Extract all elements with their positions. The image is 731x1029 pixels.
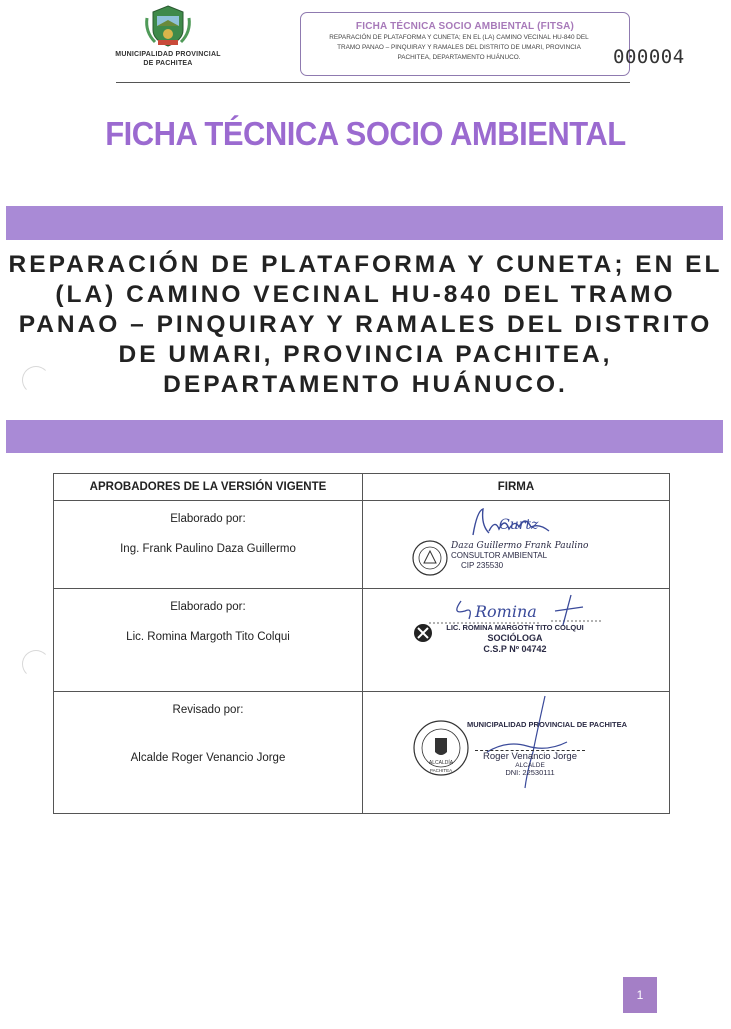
municipality-logo-block [108,4,228,68]
project-title-line: (LA) CAMINO VECINAL HU-840 DEL TRAMO [55,281,676,308]
folio-number: 000004 [613,46,685,68]
project-title [0,250,731,400]
municipality-crest-icon [143,4,193,48]
sociologist-seal-icon [413,623,433,643]
table-row [54,692,670,814]
svg-text:ALCALDÍA: ALCALDÍA [428,760,454,766]
header-box-title: FICHA TÉCNICA SOCIO AMBIENTAL (FITSA) [355,21,575,32]
approver-cell [54,589,363,692]
approver-role: Elaborado por: [170,513,246,525]
approver-cell [54,692,363,814]
signature-cell [363,692,670,814]
signature-icon [459,505,555,539]
signature-cell [363,589,670,692]
signature-stamp: LIC. ROMINA MARGOTH TITO COLQUI SOCIÓLOGA C.S.P Nº 04742 [446,623,584,654]
project-title-line: DEPARTAMENTO HUÁNUCO. [163,371,568,398]
accent-band-top [6,206,723,240]
approver-name: Alcalde Roger Venancio Jorge [130,752,286,764]
project-title-line: REPARACIÓN DE PLATAFORMA Y CUNETA; EN EL [8,251,723,278]
table-header-row [54,474,670,501]
svg-text:Curtz: Curtz [499,517,539,533]
svg-text:Romina: Romina [475,602,537,621]
header-divider [116,82,630,83]
table-row [54,501,670,589]
accent-band-bottom [6,420,723,453]
signature-icon [467,692,587,792]
approver-name: Ing. Frank Paulino Daza Guillermo [120,543,296,555]
approver-name: Lic. Romina Margoth Tito Colqui [126,631,290,643]
project-title-line: DE UMARI, PROVINCIA PACHITEA, [118,341,613,368]
svg-text:PACHITEA: PACHITEA [429,768,453,773]
municipality-name: MUNICIPALIDAD PROVINCIAL DE PACHITEA [115,51,221,67]
approver-cell [54,501,363,589]
approvers-column-header: APROBADORES DE LA VERSIÓN VIGENTE [54,474,363,501]
page-title: FICHA TÉCNICA SOCIO AMBIENTAL [105,114,626,153]
table-row [54,589,670,692]
consultant-seal-icon [411,539,449,577]
approvals-table [53,473,670,814]
project-title-line: PANAO – PINQUIRAY Y RAMALES DEL DISTRITO [18,311,713,338]
mayor-seal-icon [411,718,471,778]
signature-stamp: Daza Guillermo Frank Paulino CONSULTOR AMBIENTAL CIP 235530 [451,541,589,570]
punch-hole-mark [22,366,50,394]
punch-hole-mark [22,650,50,678]
approver-role: Revisado por: [172,704,244,716]
page-number-badge: 1 [623,977,657,1013]
signature-stamp-name: Roger Venancio Jorge ALCALDE DNI: 22530111 [475,750,585,777]
signature-stamp: MUNICIPALIDAD PROVINCIAL DE PACHITEA [467,720,628,729]
header-box-subtitle: REPARACIÓN DE PLATAFORMA Y CUNETA; EN EL (LA) CAMINO VECINAL HU-840 DEL TRAMO PANAO – PINQUIRAY Y RAMALES DEL DISTRITO DE UMARI, PROVINCIA PACHITEA, DEPARTAMENTO HUÁNUCO. [329,34,589,61]
header-box [300,12,630,76]
signature-column-header: FIRMA [363,474,670,501]
signature-cell [363,501,670,589]
approver-role: Elaborado por: [170,601,246,613]
